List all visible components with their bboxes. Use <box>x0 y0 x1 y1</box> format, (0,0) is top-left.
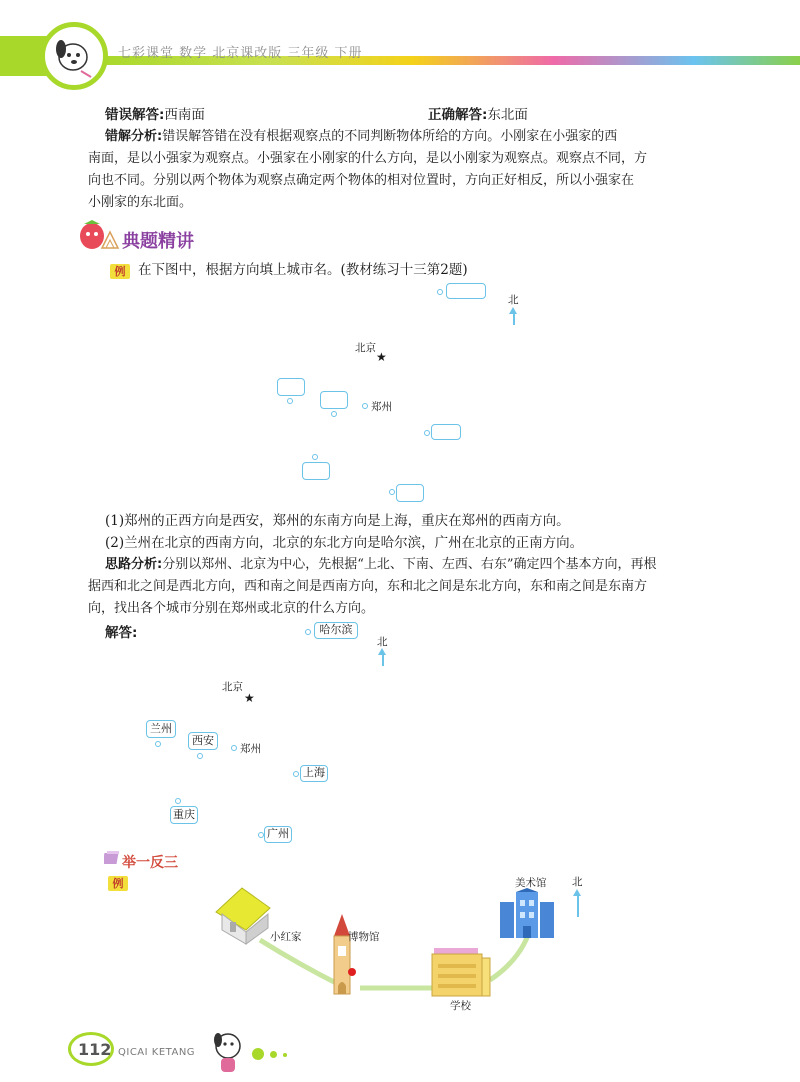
example-tag: 例 <box>110 264 130 279</box>
answer-guangzhou: 广州 <box>264 826 292 843</box>
wrong-answer-value: 西南面 <box>164 107 205 123</box>
blank-box-xian[interactable] <box>320 391 348 409</box>
example-question: 在下图中，根据方向填上城市名。(教材练习十三第2题) <box>138 262 468 278</box>
blank-box-shanghai[interactable] <box>431 424 461 440</box>
blank-box-harbin[interactable] <box>446 283 486 299</box>
thinking-line-1: 思路分析:分别以郑州、北京为中心，先根据“上北、下南、左西、右东”确定四个基本方向，再根 <box>105 557 657 572</box>
blank-box-guangzhou[interactable] <box>396 484 424 502</box>
museum-tower-icon <box>326 912 358 998</box>
map2-zhengzhou-label: 郑州 <box>240 743 261 755</box>
answer-shanghai: 上海 <box>300 765 328 782</box>
answer-line: 解答: <box>105 625 138 641</box>
dot2-chongqing <box>175 798 181 804</box>
map1-beijing-star-icon: ★ <box>376 350 387 364</box>
dot-shanghai <box>424 430 430 436</box>
blank-box-lanzhou[interactable] <box>277 378 305 396</box>
page-number: 112 <box>78 1040 112 1059</box>
answer-lanzhou: 兰州 <box>146 720 176 738</box>
map2-beijing-star-icon: ★ <box>244 691 255 705</box>
thinking-line-2: 据西和北之间是西北方向，西和南之间是西南方向，东和北之间是东北方向，东和南之间是东南方 <box>88 579 648 594</box>
answer-xian: 西安 <box>188 732 218 750</box>
analysis-line-1: 错解分析:错误解答错在没有根据观察点的不同判断物体所给的方向。小刚家在小强家的西 <box>105 129 618 144</box>
dot-guangzhou <box>389 489 395 495</box>
wrong-answer-label: 错误解答 <box>105 107 159 123</box>
dot2-zhengzhou <box>231 745 237 751</box>
answer-chongqing: 重庆 <box>170 806 198 824</box>
wrong-answer-line: 错误解答:西南面 <box>105 107 205 123</box>
dot2-shanghai <box>293 771 299 777</box>
map2-beijing-label: 北京 <box>222 681 243 693</box>
right-answer-line: 正确解答:东北面 <box>428 107 528 123</box>
analysis-line-4: 小刚家的东北面。 <box>88 195 193 210</box>
thinking-label: 思路分析 <box>105 557 158 572</box>
footer-text: QICAI KETANG <box>118 1047 196 1058</box>
thinking-line-3: 向，找出各个城市分别在郑州或北京的什么方向。 <box>88 601 375 616</box>
dot-lanzhou <box>287 398 293 404</box>
right-answer-label: 正确解答 <box>428 107 482 123</box>
map2-north-label: 北 <box>377 636 388 648</box>
school-building-icon <box>430 944 494 998</box>
map1-north-label: 北 <box>508 294 519 306</box>
house-icon <box>212 884 276 946</box>
right-answer-value: 东北面 <box>487 107 528 123</box>
practice-north-label: 北 <box>572 876 583 888</box>
footer-mascot-icon <box>208 1028 248 1076</box>
dot2-xian <box>197 753 203 759</box>
museum-label: 博物馆 <box>348 931 380 943</box>
dot-zhengzhou <box>362 403 368 409</box>
art-museum-label: 美术馆 <box>515 877 547 889</box>
mascot-logo <box>40 22 108 90</box>
practice-title: 举一反三 <box>122 855 178 871</box>
dot-harbin <box>437 289 443 295</box>
dot2-harbin <box>305 629 311 635</box>
section-title: 典题精讲 <box>122 231 194 252</box>
dot-xian <box>331 411 337 417</box>
map1-zhengzhou-label: 郑州 <box>371 401 392 413</box>
footer-dot-small <box>283 1053 287 1057</box>
answer-harbin: 哈尔滨 <box>314 622 358 639</box>
dog-mascot-icon <box>45 27 103 85</box>
answer-label: 解答 <box>105 625 132 641</box>
condition-1: (1)郑州的正西方向是西安，郑州的东南方向是上海，重庆在郑州的西南方向。 <box>105 513 570 529</box>
school-label: 学校 <box>450 1000 471 1012</box>
book-icon <box>104 850 122 866</box>
header-title: 七彩课堂 数学 北京课改版 三年级 下册 <box>118 46 363 61</box>
dot-chongqing <box>312 454 318 460</box>
dot2-lanzhou <box>155 741 161 747</box>
practice-tag: 例 <box>108 876 128 891</box>
footer-dot-large <box>252 1048 264 1060</box>
footer-dot-medium <box>270 1051 277 1058</box>
art-museum-icon <box>496 888 558 940</box>
strawberry-mascot-icon <box>74 218 120 252</box>
map1-beijing-label: 北京 <box>355 342 376 354</box>
analysis-line-3: 向也不同。分别以两个物体为观察点确定两个物体的相对位置时，方向正好相反，所以小强家在 <box>88 173 635 188</box>
analysis-label: 错解分析 <box>105 129 158 144</box>
condition-2: (2)兰州在北京的西南方向，北京的东北方向是哈尔滨，广州在北京的正南方向。 <box>105 535 584 551</box>
house-label: 小红家 <box>270 931 302 943</box>
blank-box-chongqing[interactable] <box>302 462 330 480</box>
analysis-line-2: 南面，是以小强家为观察点。小强家在小刚家的什么方向，是以小刚家为观察点。观察点不同，方 <box>88 151 648 166</box>
